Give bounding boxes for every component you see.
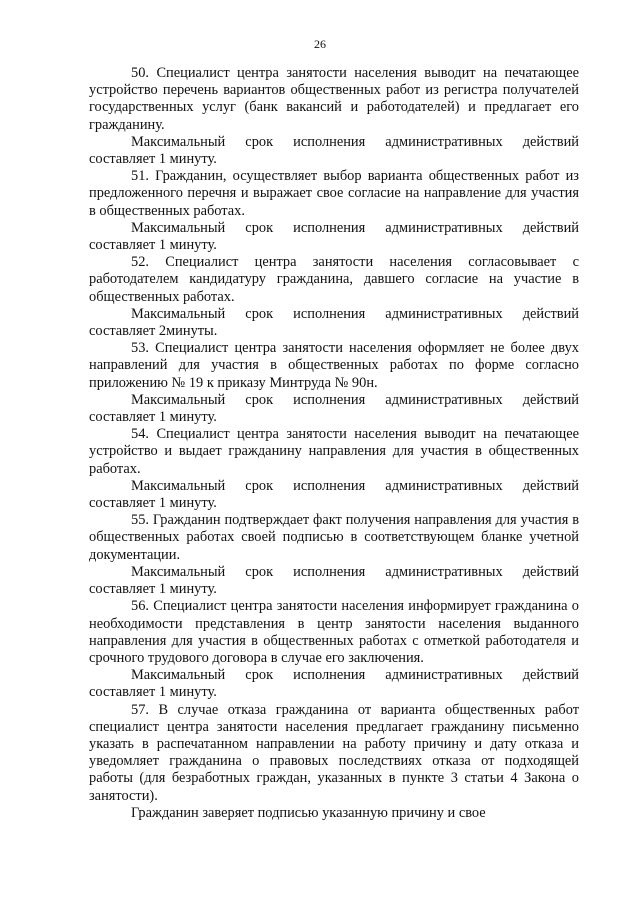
document-body: [89, 65, 579, 822]
paragraph-57-continuation: Гражданин заверяет подписью указанную причину и свое: [131, 804, 486, 821]
paragraph-55-deadline: Максимальный срок исполнения административных действий составляет 1 минуту.: [89, 563, 579, 598]
paragraph-52-deadline: Максимальный срок исполнения административных действий составляет 2минуты.: [89, 305, 579, 340]
paragraph-51-deadline: Максимальный срок исполнения административных действий составляет 1 минуту.: [89, 219, 579, 254]
page-number: 26: [314, 37, 326, 51]
paragraph-53: 53. Специалист центра занятости населения оформляет не более двух направлений для участия в общественных работах по форме согласно приложению № 19 к приказу Минтруда № 90н.: [89, 340, 579, 391]
paragraph-54-deadline: Максимальный срок исполнения административных действий составляет 1 минуту.: [89, 477, 579, 512]
paragraph-56: 56. Специалист центра занятости населения информирует гражданина о необходимости представления в центр занятости населения выданного направления для участия в общественных работах с отметкой работодателя и срочного трудового договора в случае его заключения.: [89, 598, 579, 666]
paragraph-55: 55. Гражданин подтверждает факт получения направления для участия в общественных работах своей подписью в соответствующем бланке учетной документации.: [89, 512, 579, 563]
paragraph-52: 52. Специалист центра занятости населения согласовывает с работодателем кандидатуру гражданина, давшего согласие на участие в общественных работах.: [89, 254, 579, 305]
paragraph-56-deadline: Максимальный срок исполнения административных действий составляет 1 минуту.: [89, 667, 579, 701]
paragraph-51: 51. Гражданин, осуществляет выбор варианта общественных работ из предложенного перечня и выражает свое согласие на направление для участия в общественных работах.: [89, 168, 579, 219]
paragraph-50: 50. Специалист центра занятости населения выводит на печатающее устройство перечень вариантов общественных работ из регистра получателей государственных услуг (банк вакансий и работодателей) и предлагает его гражданину.: [89, 65, 579, 133]
paragraph-54: 54. Специалист центра занятости населения выводит на печатающее устройство и выдает гражданину направления для участия в общественных работах.: [89, 426, 579, 477]
paragraph-57: 57. В случае отказа гражданина от варианта общественных работ специалист центра занятости населения предлагает гражданину письменно указать в распечатанном направлении на работу причину и дату отказа и уведомляет гражданина о правовых последствиях отказа от подходящей работы (для безработных граждан, указанных в пункте 3 статьи 4 Закона о занятости).: [89, 701, 579, 804]
paragraph-50-deadline: Максимальный срок исполнения административных действий составляет 1 минуту.: [89, 133, 579, 168]
paragraph-53-deadline: Максимальный срок исполнения административных действий составляет 1 минуту.: [89, 391, 579, 426]
